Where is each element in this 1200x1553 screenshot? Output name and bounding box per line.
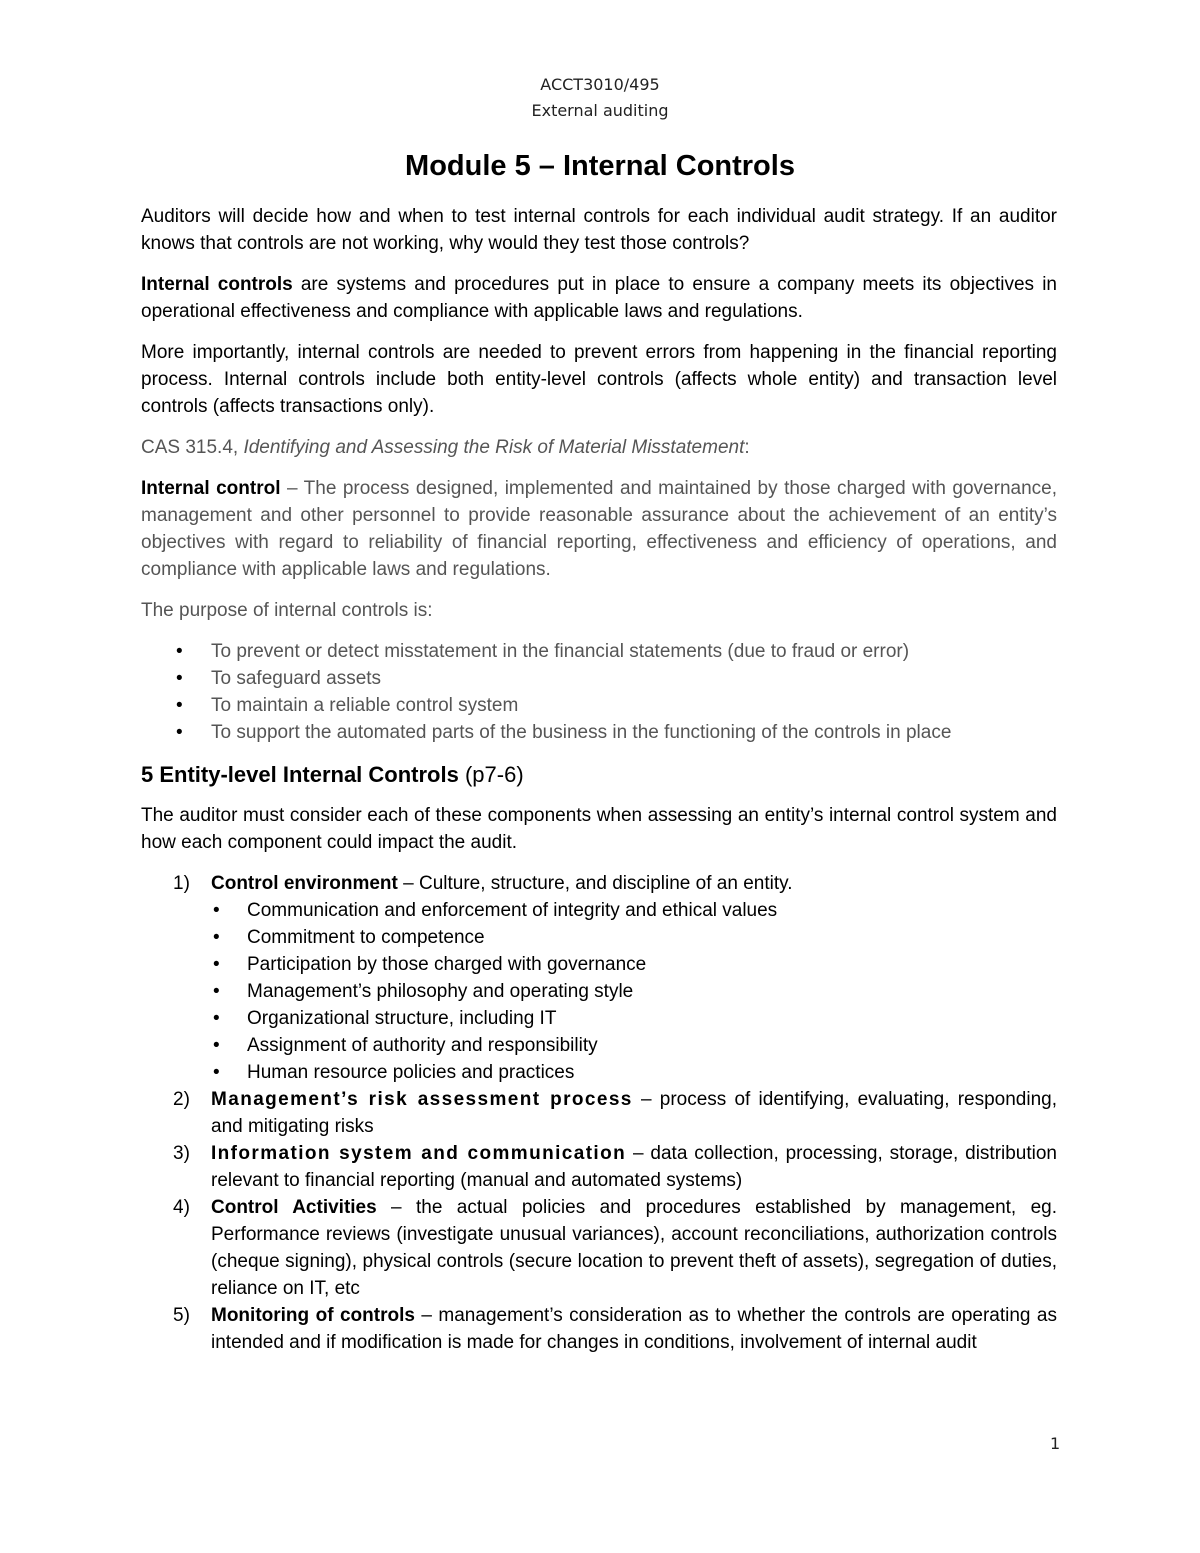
- importance-paragraph: More importantly, internal controls are needed to prevent errors from happening in the financial reporting process. Internal controls include both entity-level controls (affects whole entity) and transaction level controls (affects transactions only).: [141, 342, 1057, 417]
- component-text: – management’s consideration as to whether the controls are operating as intended and if modification is made for changes in conditions, involvement of internal audit: [211, 1305, 1058, 1353]
- component-term: Control Activities: [211, 1197, 377, 1218]
- page-number: 1: [1050, 1434, 1061, 1453]
- cas-definition-paragraph: [141, 475, 1057, 583]
- definition-term: Internal controls: [141, 274, 293, 295]
- cas-definition-text: – The process designed, implemented and maintained by those charged with governance, management and other personnel to provide reasonable assurance about the achievement of an entity’s objectives with regard to reliability of financial reporting, effectiveness and efficiency of operations, and compliance with applicable laws and regulations.: [141, 478, 1057, 580]
- course-subject: External auditing: [531, 101, 669, 120]
- component-item: [141, 1194, 1057, 1302]
- components-list: [141, 870, 1057, 1356]
- section-intro: The auditor must consider each of these components when assessing an entity’s internal control system and how each component could impact the audit.: [141, 805, 1057, 853]
- list-item: • To maintain a reliable control system: [141, 692, 1057, 719]
- cas-ref: CAS 315.4,: [141, 437, 244, 458]
- list-item: • To support the automated parts of the business in the functioning of the controls in place: [141, 719, 1057, 746]
- component-term: Information system and communication: [211, 1143, 627, 1164]
- purpose-intro: The purpose of internal controls is:: [141, 600, 433, 621]
- list-item: • Communication and enforcement of integrity and ethical values: [211, 897, 1057, 924]
- list-item: • Assignment of authority and responsibility: [211, 1032, 1057, 1059]
- definition-paragraph: [141, 271, 1057, 325]
- page-header: [0, 72, 1200, 124]
- list-item: • Organizational structure, including IT: [211, 1005, 1057, 1032]
- list-item: • Commitment to competence: [211, 924, 1057, 951]
- component-term: Management’s risk assessment process: [211, 1089, 633, 1110]
- component-text: – process of identifying, evaluating, responding, and mitigating risks: [211, 1089, 1057, 1137]
- component-term: Monitoring of controls: [211, 1305, 415, 1326]
- component-term: Control environment: [211, 873, 398, 894]
- purpose-list: [141, 638, 1057, 746]
- component-text: – Culture, structure, and discipline of an entity.: [397, 873, 793, 894]
- list-item: • To safeguard assets: [141, 665, 1057, 692]
- definition-text: are systems and procedures put in place to ensure a company meets its objectives in operational effectiveness and compliance with applicable laws and regulations.: [141, 274, 1057, 322]
- document-body: [141, 203, 1057, 1356]
- section-heading-ref: (p7-6): [458, 762, 524, 787]
- list-item: • To prevent or detect misstatement in the financial statements (due to fraud or error): [141, 638, 1057, 665]
- component-item: [141, 1086, 1057, 1140]
- course-code: ACCT3010/495: [540, 75, 660, 94]
- component-item: [141, 1302, 1057, 1356]
- cas-colon: :: [744, 437, 750, 458]
- page-title: Module 5 – Internal Controls: [405, 150, 795, 182]
- cas-definition-term: Internal control: [141, 478, 281, 499]
- list-item: • Management’s philosophy and operating style: [211, 978, 1057, 1005]
- list-item: • Participation by those charged with governance: [211, 951, 1057, 978]
- component-text: – the actual policies and procedures established by management, eg. Performance reviews (investigate unusual variances), account reconciliations, authorization controls (cheque signing), physical controls (secure location to prevent theft of assets), segregation of duties, reliance on IT, etc: [211, 1197, 1057, 1299]
- control-environment-sublist: [211, 897, 1057, 1086]
- component-text: – data collection, processing, storage, distribution relevant to financial reporting (manual and automated systems): [211, 1143, 1058, 1191]
- list-item: • Human resource policies and practices: [211, 1059, 1057, 1086]
- component-item: [141, 1140, 1057, 1194]
- intro-paragraph: Auditors will decide how and when to test internal controls for each individual audit strategy. If an auditor knows that controls are not working, why would they test those controls?: [141, 206, 1057, 254]
- component-number: 4): [173, 1197, 190, 1218]
- component-number: 3): [173, 1143, 190, 1164]
- section-heading-text: 5 Entity-level Internal Controls: [141, 762, 459, 787]
- component-number: 1): [173, 873, 190, 894]
- cas-reference: [141, 434, 1057, 461]
- component-number: 5): [173, 1305, 190, 1326]
- section-heading: [141, 760, 1057, 790]
- component-item: [141, 870, 1057, 1086]
- cas-title: Identifying and Assessing the Risk of Material Misstatement: [243, 437, 745, 458]
- component-number: 2): [173, 1089, 190, 1110]
